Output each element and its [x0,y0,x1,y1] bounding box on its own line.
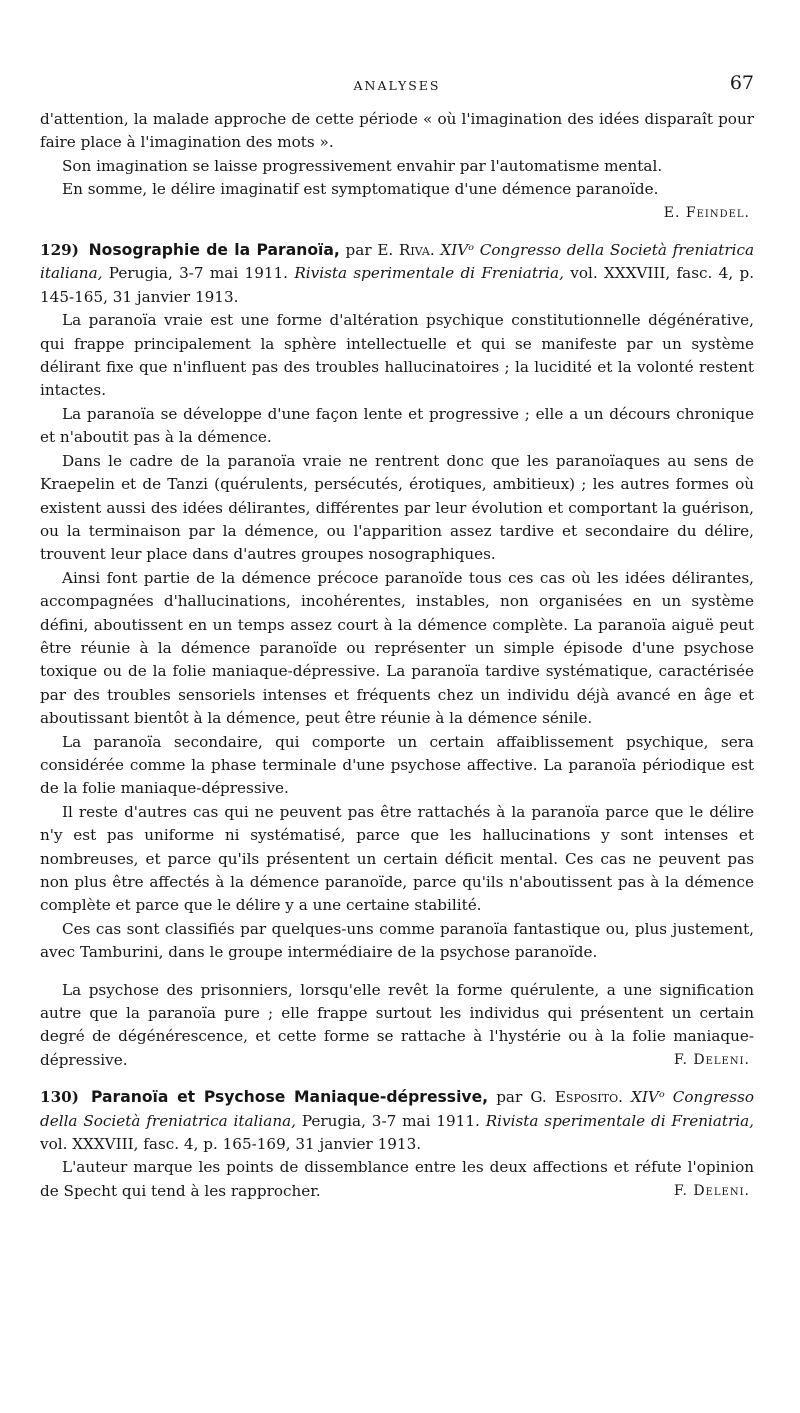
paragraph: Ces cas sont classifiés par quelques-uns comme paranoïa fantastique ou, plus justement, avec Tamburini, dans le groupe intermédiaire de la psychose paranoïde. [40,919,754,962]
running-title: ANALYSES [353,78,441,93]
page-header [40,72,754,108]
paragraph: Dans le cadre de la paranoïa vraie ne rentrent donc que les paranoïaques au sens de Kraepelin et de Tanzi (quérulents, persécutés, érotiques, ambitieux) ; les autres formes où existent aussi des idées délirantes, différentes par leur évolution et comportant la guérison, ou la terminaison par la démence, ou l'apparition assez tardive et secondaire du délire, trouvent leur place dans d'autres groupes nosographiques. [40,451,754,564]
entry-journal: Rivista sperimentale di Freniatria, [294,264,564,283]
entry-number: 129) [40,241,79,260]
signature: F. Deleni. [673,1051,750,1068]
continued-paragraph: d'attention, la malade approche de cette période « où l'imagination des idées disparaît pour faire place à l'imagination des mots ». [40,110,754,152]
paragraph: Il reste d'autres cas qui ne peuvent pas être rattachés à la paranoïa parce que le délire n'y est pas uniforme ni systématisé, parce que les hallucinations y sont intenses et nombreuses, et parce qu'ils présentent un certain déficit mental. Ces cas ne peuvent pas non plus être affectés à la démence paranoïde, parce qu'ils n'aboutissent pas à la démence complète et parce que le délire y a une certaine stabilité. [40,802,754,915]
paragraph [40,1156,754,1203]
entry-author: E. Riva. [377,241,435,260]
page-number: 67 [729,72,754,94]
entry-by: par [496,1088,523,1107]
paragraph [40,979,754,1073]
entry-title: Nosographie de la Paranoïa, [88,241,340,260]
entry-heading-130 [40,1086,754,1156]
signature: E. Feindel. [663,204,750,221]
paragraph: La paranoïa vraie est une forme d'altération psychique constitutionnelle dégénérative, qui frappe principalement la sphère intellectuelle et qui se manifeste par un système délirant fixe que n'influent pas des troubles hallucinatoires ; la lucidité et la volonté restent intactes. [40,311,754,400]
entry-place-date: Perugia, 3-7 mai 1911. [108,264,289,283]
entry-heading-129 [40,239,754,309]
entry-volume: vol. XXXVIII, fasc. 4, p. 165-169, 31 janvier 1913. [40,1135,422,1154]
entry-source: XIVᵒ Congresso della Società freniatrica italiana, [40,1088,755,1130]
paragraph-text: L'auteur marque les points de dissemblance entre les deux affections et réfute l'opinion de Specht qui tend à les rapprocher. [40,1158,754,1200]
entry-source: XIVᵒ Congresso della Società freniatrica italiana, [40,241,755,283]
entry-volume: vol. XXXVIII, fasc. 4, p. 145-165, 31 janvier 1913. [40,264,755,306]
paragraph-text: La psychose des prisonniers, lorsqu'elle revêt la forme quérulente, a une signification autre que la paranoïa pure ; elle frappe surtout les individus qui présentent un certain degré de dégénérescence, et cette forme se rattache à l'hystérie ou à la folie maniaque-dépressive. [40,980,754,1069]
paragraph: En somme, le délire imaginatif est symptomatique d'une démence paranoïde. [62,180,659,199]
paragraph-gap [40,965,754,979]
entry-by: par [345,241,372,260]
paragraph: Ainsi font partie de la démence précoce paranoïde tous ces cas où les idées délirantes, accompagnées d'hallucinations, incohérentes, instables, non organisées en un système défini, aboutissent en un temps assez court à la démence complète. La paranoïa aiguë peut être réunie à la démence paranoïde ou représenter un simple épisode d'une psychose toxique ou de la folie maniaque-dépressive. La paranoïa tardive systématique, caractérisée par des troubles sensoriels intenses et fréquents chez un individu déjà avancé en âge et aboutissant bientôt à la démence, peut être réunie à la démence sénile. [40,568,754,728]
entry-journal: Rivista sperimentale di Freniatria, [485,1111,755,1130]
paragraph: La paranoïa se développe d'une façon lente et progressive ; elle a un décours chronique et n'aboutit pas à la démence. [40,404,754,447]
entry-number: 130) [40,1088,79,1107]
paragraph: La paranoïa secondaire, qui comporte un certain affaiblissement psychique, sera considérée comme la phase terminale d'une psychose affective. La paranoïa périodique est de la folie maniaque-dépressive. [40,732,754,798]
signature: F. Deleni. [673,1182,750,1199]
entry-place-date: Perugia, 3-7 mai 1911. [301,1111,480,1130]
entry-title: Paranoïa et Psychose Maniaque-dépressive, [90,1088,489,1107]
paragraph: Son imagination se laisse progressivement envahir par l'automatisme mental. [62,156,663,175]
entry-author: G. Esposito. [530,1088,623,1107]
